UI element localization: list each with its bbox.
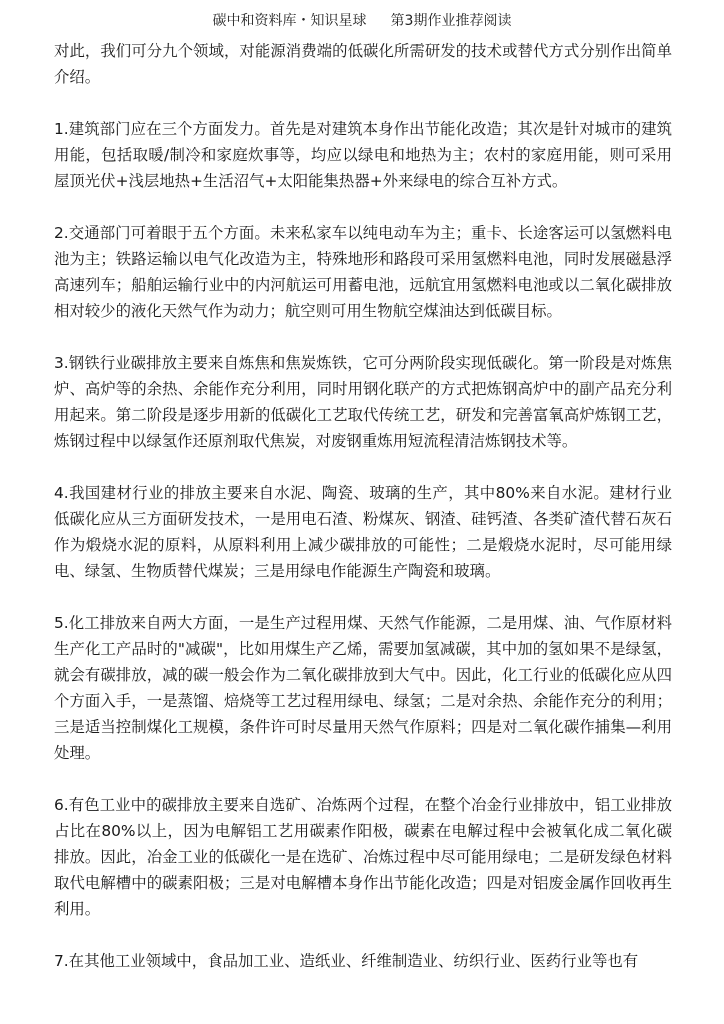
paragraph-building-materials: 4.我国建材行业的排放主要来自水泥、陶瓷、玻璃的生产，其中80%来自水泥。建材行业低碳化应从三方面研发技术，一是用电石渣、粉煤灰、钢渣、硅钙渣、各类矿渣代替石灰石作为煅烧水泥的原料，从原料利用上减少碳排放的可能性；二是煅烧水泥时，尽可能用绿电、绿氢、生物质替代煤炭；三是用绿电作能源生产陶瓷和玻璃。 bbox=[54, 484, 672, 580]
page-header bbox=[0, 11, 724, 31]
paragraph-steel: 3.钢铁行业碳排放主要来自炼焦和焦炭炼铁，它可分两阶段实现低碳化。第一阶段是对炼焦炉、高炉等的余热、余能作充分利用，同时用钢化联产的方式把炼钢高炉中的副产品充分利用起来。第二阶段是逐步用新的低碳化工艺取代传统工艺，研发和完善富氧高炉炼钢工艺，炼钢过程中以绿氢作还原剂取代焦炭，对废钢重炼用短流程清洁炼钢技术等。 bbox=[54, 354, 672, 450]
paragraph-other-industries: 7.在其他工业领域中，食品加工业、造纸业、纤维制造业、纺织行业、医药行业等也有 bbox=[54, 952, 639, 970]
paragraph-transport: 2.交通部门可着眼于五个方面。未来私家车以纯电动车为主；重卡、长途客运可以氢燃料电池为主；铁路运输以电气化改造为主，特殊地形和路段可采用氢燃料电池，同时发展磁悬浮高速列车；船舶运输行业中的内河航运可用蓄电池，远航宜用氢燃料电池或以二氧化碳排放相对较少的液化天然气作为动力；航空则可用生物航空煤油达到低碳目标。 bbox=[54, 224, 672, 320]
header-issue: 第3期作业推荐阅读 bbox=[390, 13, 512, 29]
paragraph-chemical: 5.化工排放来自两大方面，一是生产过程用煤、天然气作能源，二是用煤、油、气作原材料生产化工产品时的"减碳"，比如用煤生产乙烯，需要加氢减碳，其中加的氢如果不是绿氢，就会有碳排放，减的碳一般会作为二氧化碳排放到大气中。因此，化工行业的低碳化应从四个方面入手，一是蒸馏、焙烧等工艺过程用绿电、绿氢；二是对余热、余能作充分的利用；三是适当控制煤化工规模，条件许可时尽量用天然气作原料；四是对二氧化碳作捕集—利用处理。 bbox=[54, 614, 672, 762]
paragraph-buildings: 1.建筑部门应在三个方面发力。首先是对建筑本身作出节能化改造；其次是针对城市的建筑用能，包括取暖/制冷和家庭炊事等，均应以绿电和地热为主；农村的家庭用能，则可采用屋顶光伏+浅层地热+生活沼气+太阳能集热器+外来绿电的综合互补方式。 bbox=[54, 120, 672, 190]
header-source: 碳中和资料库・知识星球 bbox=[212, 13, 367, 29]
article-body bbox=[54, 38, 672, 1000]
paragraph-nonferrous: 6.有色工业中的碳排放主要来自选矿、冶炼两个过程，在整个冶金行业排放中，铝工业排放占比在80%以上，因为电解铝工艺用碳素作阳极，碳素在电解过程中会被氧化成二氧化碳排放。因此，冶金工业的低碳化一是在选矿、冶炼过程中尽可能用绿电；二是研发绿色材料取代电解槽中的碳素阳极；三是对电解槽本身作出节能化改造；四是对铝废金属作回收再生利用。 bbox=[54, 796, 672, 918]
paragraph-intro: 对此，我们可分九个领域，对能源消费端的低碳化所需研发的技术或替代方式分别作出简单介绍。 bbox=[54, 42, 672, 86]
